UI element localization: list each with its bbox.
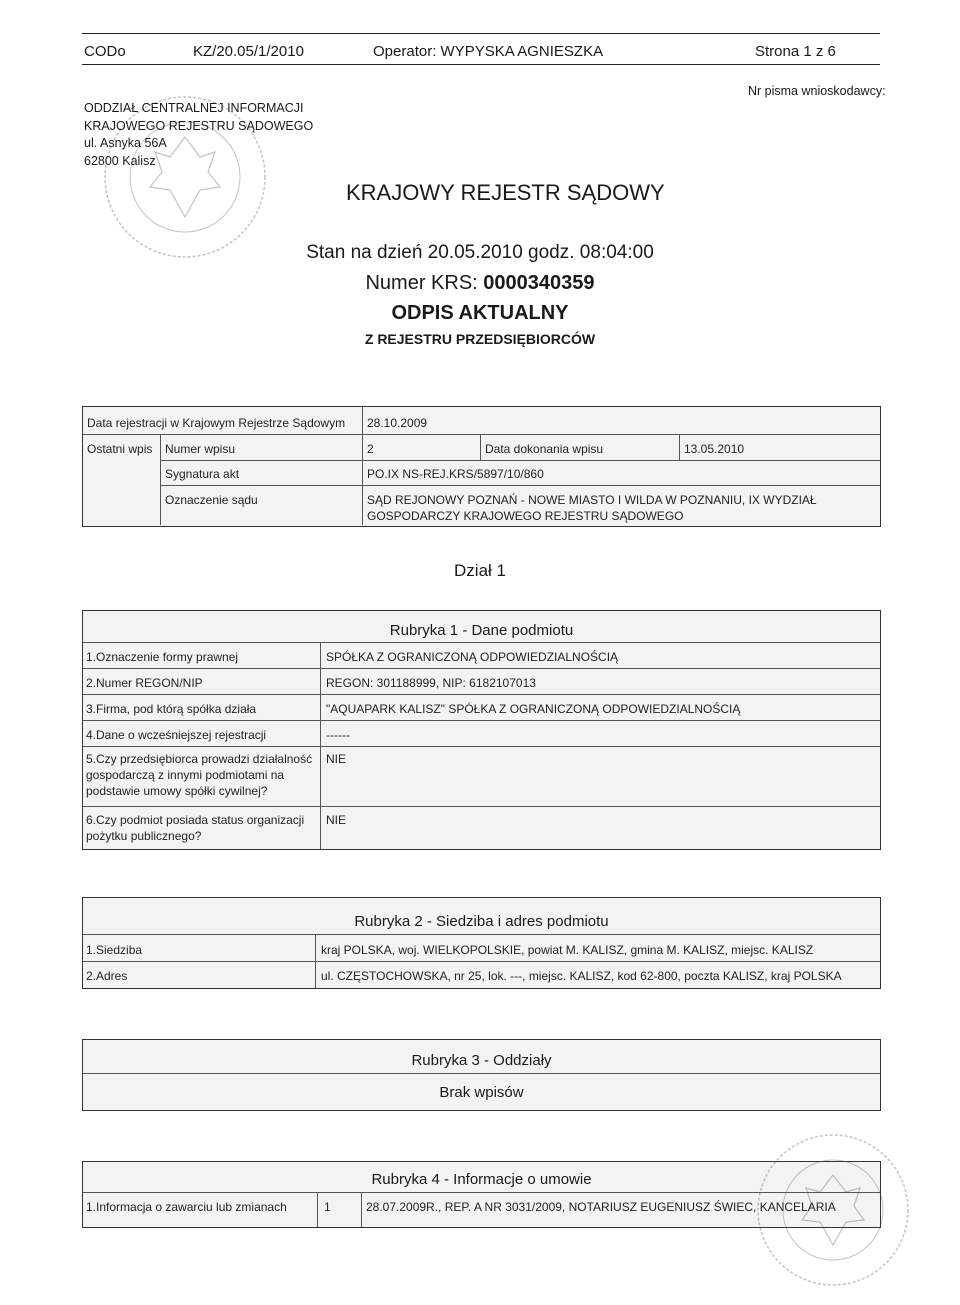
register-name: Z REJESTRU PRZEDSIĘBIORCÓW: [364, 331, 596, 347]
r1-value-4: ------: [326, 728, 350, 742]
rubryka-3-empty: Brak wpisów: [439, 1084, 524, 1101]
r1-value-1: SPÓŁKA Z OGRANICZONĄ ODPOWIEDZIALNOŚCIĄ: [326, 650, 619, 664]
r2-value-1: kraj POLSKA, woj. WIELKOPOLSKIE, powiat M. KALISZ, gmina M. KALISZ, miejsc. KALISZ: [321, 943, 814, 957]
r1-value-5: NIE: [326, 752, 347, 766]
court-address: [84, 100, 313, 170]
r1-value-3: "AQUAPARK KALISZ" SPÓŁKA Z OGRANICZONĄ ODPOWIEDZIALNOŚCIĄ: [326, 702, 741, 716]
section-title: Dział 1: [454, 561, 506, 580]
court-label: Oznaczenie sądu: [165, 493, 258, 507]
bottom-seal-icon: [748, 1130, 918, 1290]
krs-number-line: [0, 272, 960, 295]
court-line-3: ul. Asnyka 56A: [84, 136, 167, 150]
header-operator: Operator: WYPYSKA AGNIESZKA: [373, 43, 604, 60]
r1-label-6: 6.Czy podmiot posiada status organizacji pożytku publicznego?: [86, 813, 305, 843]
rubryka-2-title: Rubryka 2 - Siedziba i adres podmiotu: [354, 913, 609, 930]
krs-label: Numer KRS:: [365, 272, 484, 294]
r4-value-1: 28.07.2009R., REP. A NR 3031/2009, NOTARIUSZ EUGENIUSZ ŚWIEC, KANCELARIA: [366, 1200, 836, 1214]
rubryka-3: [82, 1039, 881, 1111]
header-app: CODo: [84, 43, 126, 60]
entry-date: 13.05.2010: [684, 442, 745, 456]
r1-value-2: REGON: 301188999, NIP: 6182107013: [326, 676, 536, 690]
reg-date: 28.10.2009: [367, 416, 428, 430]
entry-no-label: Numer wpisu: [165, 442, 236, 456]
r1-label-2: 2.Numer REGON/NIP: [86, 676, 203, 690]
reg-date-label: Data rejestracji w Krajowym Rejestrze Sądowym: [87, 416, 346, 430]
court-line-2: KRAJOWEGO REJESTRU SĄDOWEGO: [84, 118, 314, 133]
r4-label-1: 1.Informacja o zawarciu lub zmianach: [86, 1200, 287, 1214]
nr-pisma-label: Nr pisma wnioskodawcy:: [748, 84, 886, 98]
krs-number: 0000340359: [483, 272, 595, 294]
r2-label-1: 1.Siedziba: [86, 943, 143, 957]
entry-no: 2: [367, 442, 374, 456]
court-value: SĄD REJONOWY POZNAŃ - NOWE MIASTO I WILDA W POZNANIU, IX WYDZIAŁ GOSPODARCZY KRAJOWEGO REJESTRU SĄDOWEGO: [367, 493, 817, 523]
doc-type: ODPIS AKTUALNY: [391, 302, 569, 324]
court-line-4: 62800 Kalisz: [84, 153, 156, 168]
r1-label-3: 3.Firma, pod którą spółka działa: [86, 702, 257, 716]
rubryka-2: [82, 897, 881, 989]
r1-label-5: 5.Czy przedsiębiorca prowadzi działalność gospodarczą z innymi podmiotami na podstawie umowy spółki cywilnej?: [86, 752, 313, 798]
r1-value-6: NIE: [326, 813, 347, 827]
header-case: KZ/20.05/1/2010: [193, 43, 304, 60]
registry-title: KRAJOWY REJESTR SĄDOWY: [346, 180, 665, 205]
signature-label: Sygnatura akt: [165, 467, 240, 481]
rubryka-1: [82, 610, 881, 850]
r2-label-2: 2.Adres: [86, 969, 128, 983]
signature: PO.IX NS-REJ.KRS/5897/10/860: [367, 467, 544, 481]
rubryka-3-title: Rubryka 3 - Oddziały: [411, 1052, 552, 1069]
header-page: Strona 1 z 6: [755, 43, 836, 60]
r1-label-4: 4.Dane o wcześniejszej rejestracji: [86, 728, 267, 742]
state-date: Stan na dzień 20.05.2010 godz. 08:04:00: [306, 242, 654, 263]
r2-value-2: ul. CZĘSTOCHOWSKA, nr 25, lok. ---, miejsc. KALISZ, kod 62-800, poczta KALISZ, kraj POLSKA: [321, 969, 842, 983]
court-line-1: ODDZIAŁ CENTRALNEJ INFORMACJI: [84, 101, 304, 115]
rubryka-4-title: Rubryka 4 - Informacje o umowie: [371, 1171, 592, 1188]
rubryka-1-title: Rubryka 1 - Dane podmiotu: [389, 622, 574, 639]
header-rule-top: [82, 33, 880, 34]
entry-date-label: Data dokonania wpisu: [485, 442, 604, 456]
last-entry-label: Ostatni wpis: [87, 442, 153, 456]
registration-table: [82, 406, 881, 527]
r1-label-1: 1.Oznaczenie formy prawnej: [86, 650, 239, 664]
r4-no-1: 1: [324, 1200, 331, 1214]
header-rule-bottom: [82, 64, 880, 65]
